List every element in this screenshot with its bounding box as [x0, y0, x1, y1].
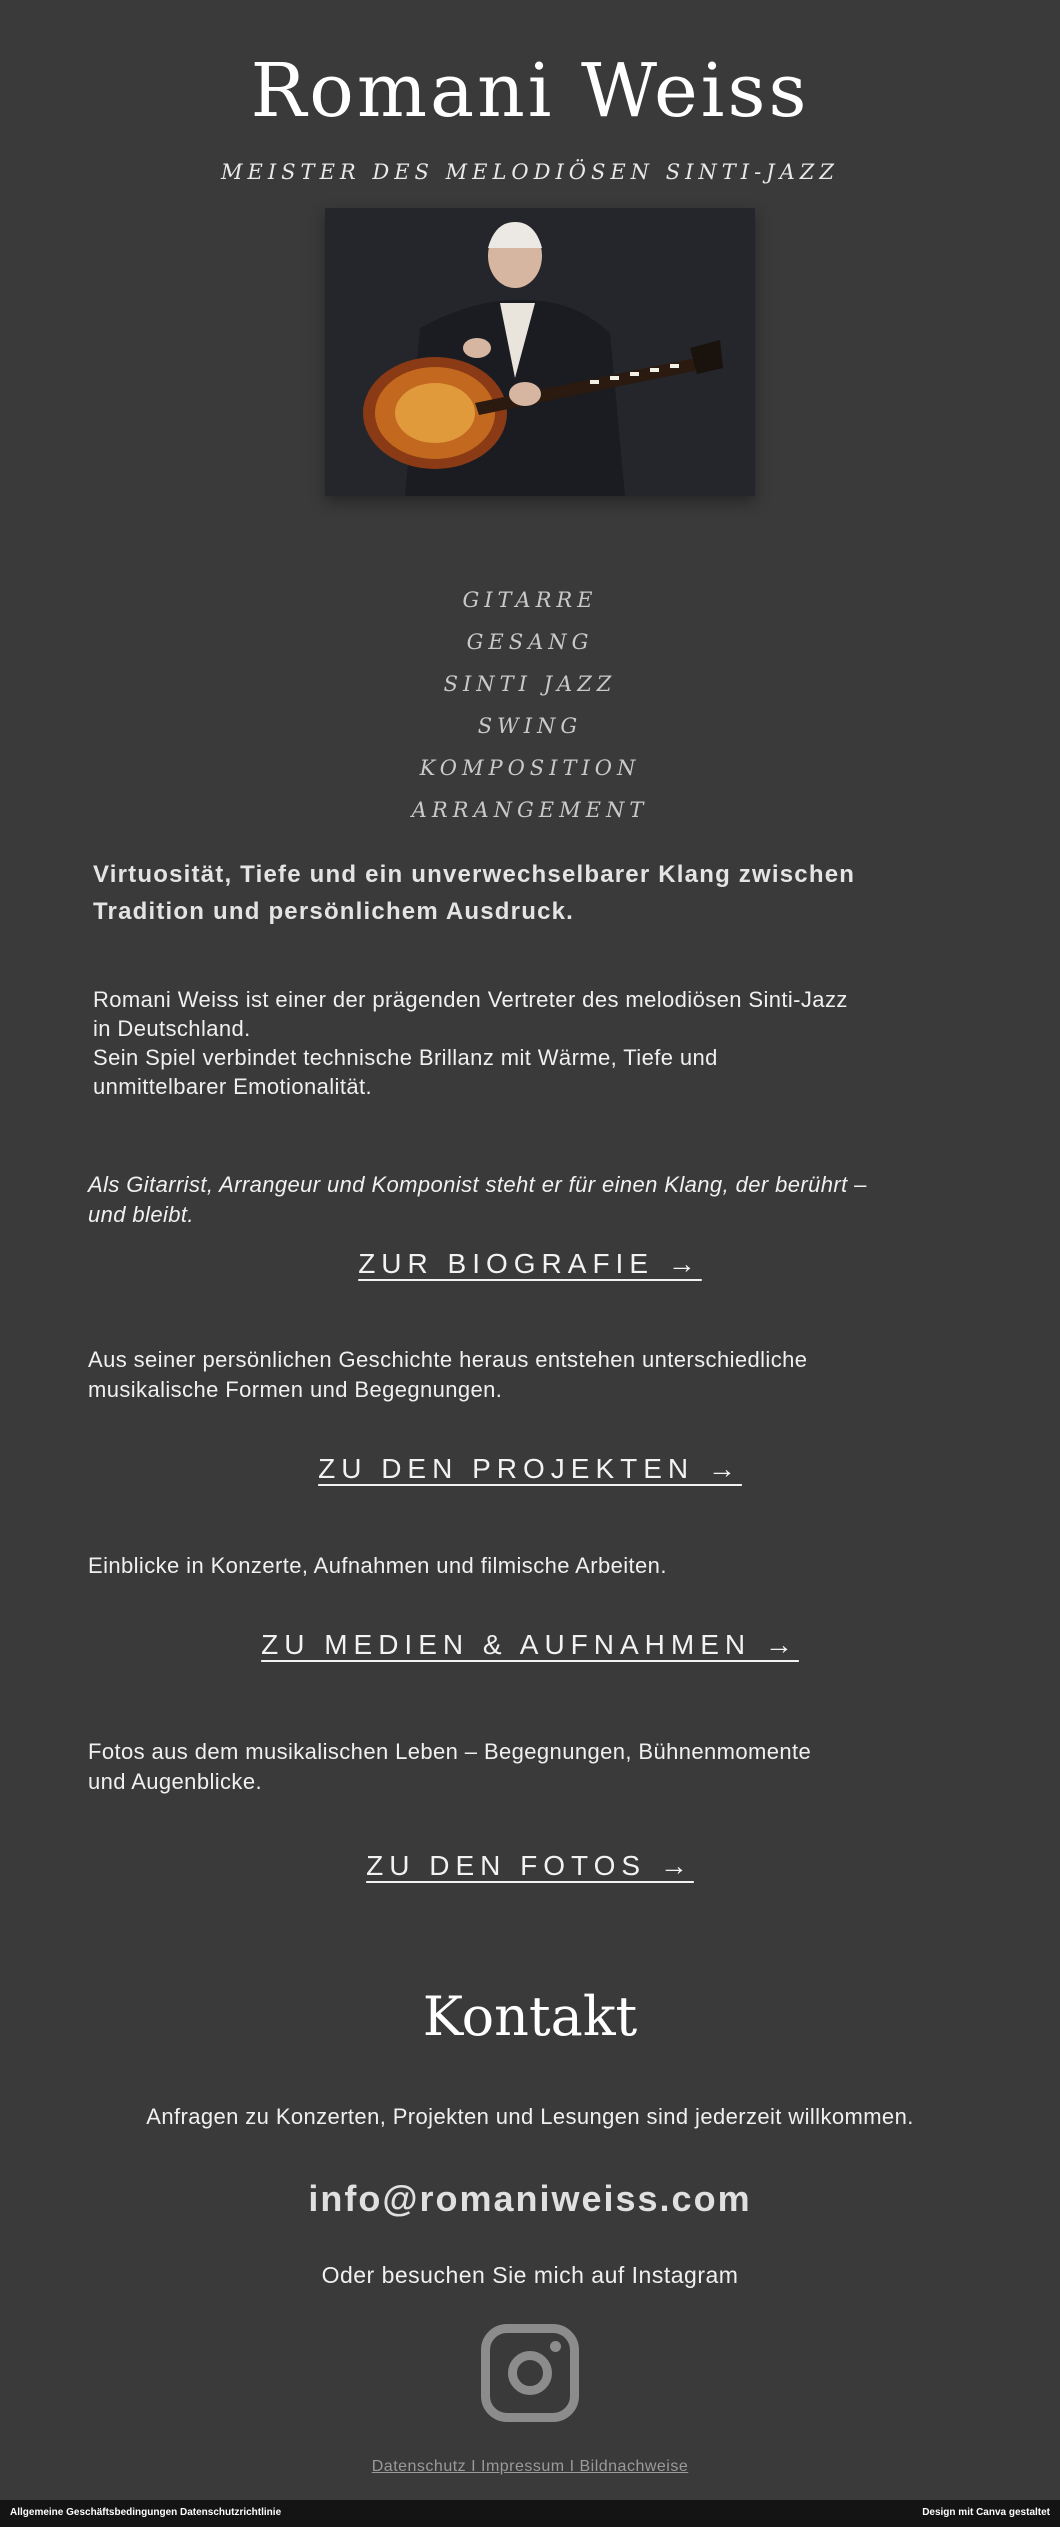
quote-line: Als Gitarrist, Arrangeur und Komponist steht er für einen Klang, der berührt – [88, 1172, 867, 1197]
media-link[interactable]: ZU MEDIEN & AUFNAHMEN → [261, 1629, 799, 1660]
skill-item: ARRANGEMENT [411, 798, 649, 822]
page-title: Romani Weiss [250, 48, 810, 134]
biography-link[interactable]: ZUR BIOGRAFIE → [358, 1248, 702, 1279]
lead-text: Virtuosität, Tiefe und ein unverwechselbarer Klang zwischen Tradition und persönlichem Ausdruck. [93, 861, 856, 925]
intro-line: Romani Weiss ist einer der prägenden Vertreter des melodiösen Sinti-Jazz [93, 987, 848, 1012]
intro-line: Sein Spiel verbindet technische Brillanz mit Wärme, Tiefe und [93, 1045, 718, 1070]
canva-badge[interactable]: Design mit Canva gestaltet [922, 2507, 1050, 2518]
instagram-dot-icon [550, 2341, 561, 2352]
email-link[interactable]: info@romaniweiss.com [308, 2178, 752, 2219]
skill-item: SWING [477, 714, 583, 738]
contact-heading: Kontakt [422, 1985, 638, 2048]
photos-text: Fotos aus dem musikalischen Leben – Begegnungen, Bühnenmomente [88, 1739, 812, 1764]
intro-line: in Deutschland. [93, 1016, 251, 1041]
terms-link[interactable]: Allgemeine Geschäftsbedingungen [10, 2507, 178, 2518]
projects-text: musikalische Formen und Begegnungen. [88, 1377, 503, 1402]
media-text: Einblicke in Konzerte, Aufnahmen und filmische Arbeiten. [88, 1553, 667, 1578]
intro-line: unmittelbarer Emotionalität. [93, 1074, 372, 1099]
projects-text: Aus seiner persönlichen Geschichte heraus entstehen unterschiedliche [88, 1347, 808, 1372]
contact-text: Anfragen zu Konzerten, Projekten und Lesungen sind jederzeit willkommen. [146, 2104, 914, 2129]
projects-link[interactable]: ZU DEN PROJEKTEN → [318, 1453, 742, 1484]
skill-item: GITARRE [462, 588, 598, 612]
page-subtitle: MEISTER DES MELODIÖSEN SINTI-JAZZ [221, 160, 839, 184]
privacy-link[interactable]: Datenschutzrichtlinie [180, 2507, 282, 2518]
legal-links[interactable]: Datenschutz I Impressum I Bildnachweise [371, 2458, 689, 2475]
skill-item: GESANG [466, 630, 594, 654]
photos-text: und Augenblicke. [88, 1769, 262, 1794]
photos-link[interactable]: ZU DEN FOTOS → [366, 1850, 694, 1881]
site-footer-bar [0, 2500, 1060, 2527]
quote-line: und bleibt. [88, 1202, 194, 1227]
artist-photo [325, 208, 755, 496]
instagram-lens-icon [508, 2351, 552, 2395]
skill-item: KOMPOSITION [419, 756, 641, 780]
instagram-text: Oder besuchen Sie mich auf Instagram [321, 2262, 739, 2288]
skill-item: SINTI JAZZ [443, 672, 617, 696]
instagram-icon[interactable] [481, 2324, 579, 2422]
